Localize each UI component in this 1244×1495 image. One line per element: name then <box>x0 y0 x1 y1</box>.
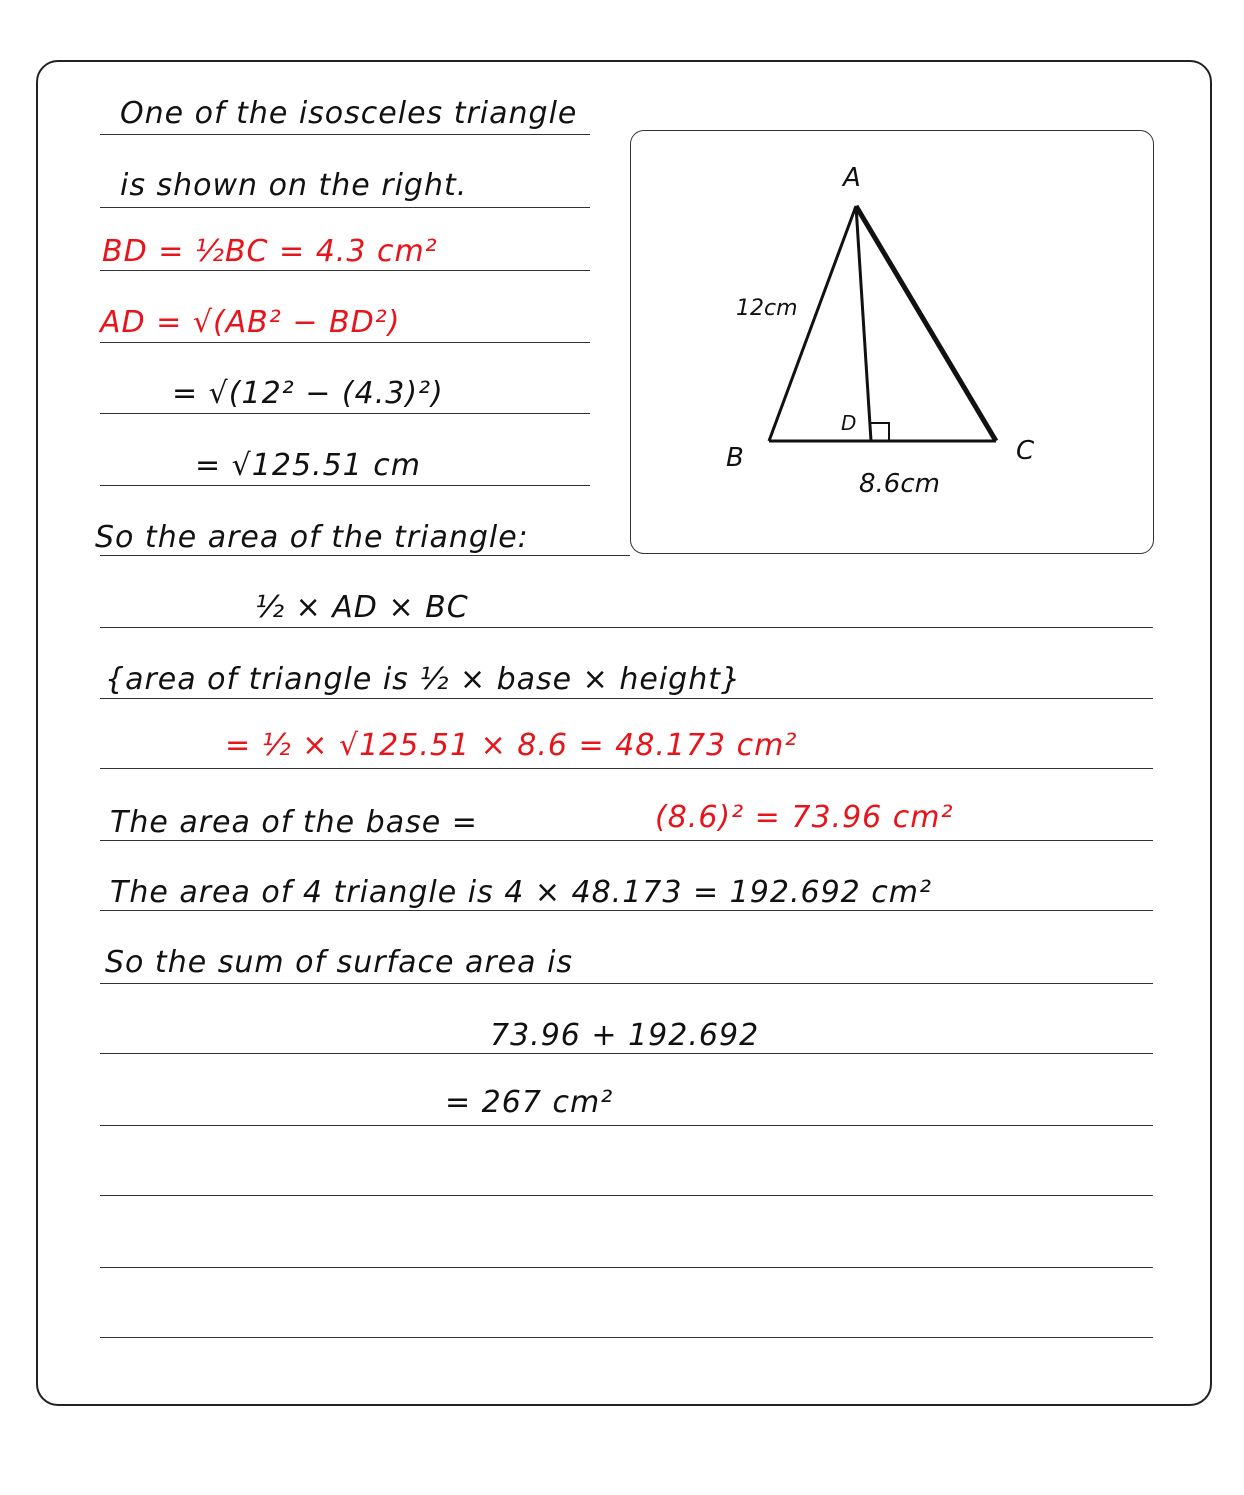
text-line-1: One of the isosceles triangle <box>120 96 578 131</box>
text-ad-formula: AD = √(AB² − BD²) <box>100 305 401 340</box>
text-bd-calc: BD = ½BC = 4.3 cm² <box>102 234 438 269</box>
triangle-diagram <box>630 130 1154 554</box>
altitude-ad <box>856 206 871 441</box>
label-base: 8.6cm <box>859 469 940 499</box>
label-c: C <box>1016 436 1035 466</box>
text-ad-substitution: = √(12² − (4.3)²) <box>172 376 444 411</box>
text-sum-label: So the sum of surface area is <box>105 945 574 980</box>
text-area-formula: ½ × AD × BC <box>255 590 469 625</box>
label-d: D <box>841 411 857 435</box>
label-a: A <box>843 163 861 193</box>
text-ad-result: = √125.51 cm <box>195 448 422 483</box>
label-side: 12cm <box>736 296 798 321</box>
text-line-7: So the area of the triangle: <box>95 520 529 555</box>
side-ab <box>769 206 856 441</box>
right-angle-mark <box>871 423 889 441</box>
text-line-2: is shown on the right. <box>120 168 468 203</box>
text-final-answer: = 267 cm² <box>445 1085 614 1120</box>
text-area-note: {area of triangle is ½ × base × height} <box>105 662 742 697</box>
text-triangle-area: = ½ × √125.51 × 8.6 = 48.173 cm² <box>225 728 798 763</box>
text-sum-expression: 73.96 + 192.692 <box>490 1018 760 1053</box>
label-b: B <box>726 443 744 473</box>
text-base-label: The area of the base = <box>110 805 478 840</box>
text-four-triangles: The area of 4 triangle is 4 × 48.173 = 192.692 cm² <box>110 875 933 910</box>
text-base-area: (8.6)² = 73.96 cm² <box>655 800 954 835</box>
side-ac <box>856 206 996 441</box>
